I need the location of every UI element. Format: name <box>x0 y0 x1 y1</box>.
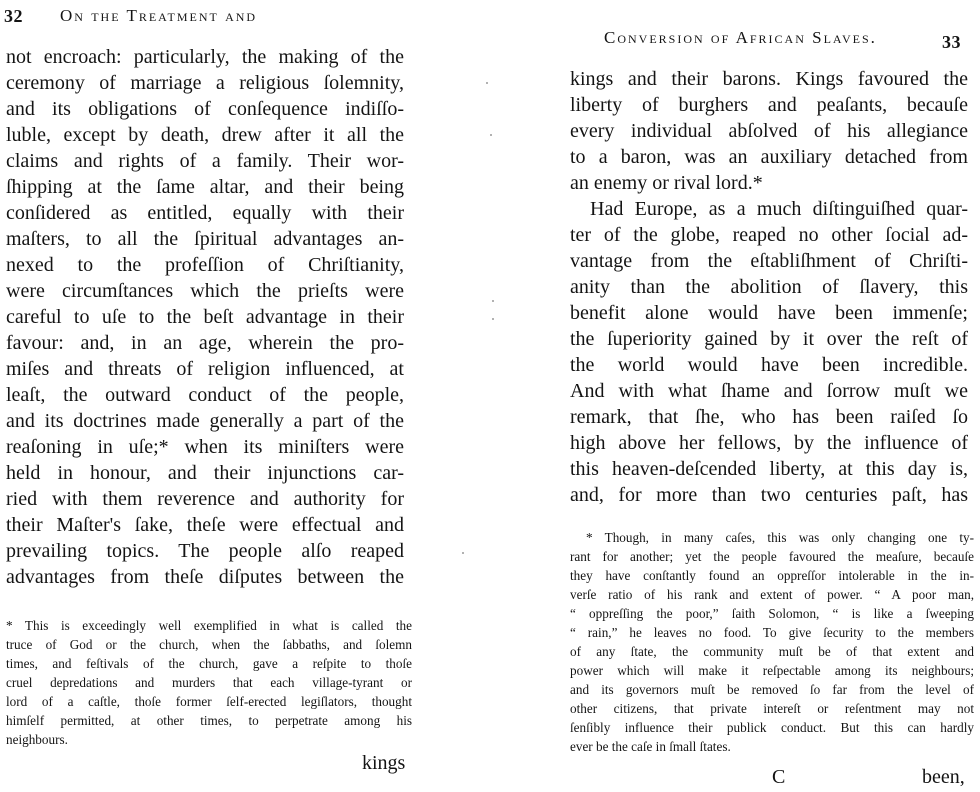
footnote-line: “ oppreſſing the poor,” ſaith Solomon, “ is like a ſweeping <box>570 606 974 621</box>
right-page <box>500 0 980 792</box>
body-line: every individual abſolved of his allegiance <box>570 120 968 142</box>
body-line: an enemy or rival lord.* <box>570 172 763 194</box>
footnote-line: ever be the caſe in ſmall ſtates. <box>570 739 731 754</box>
footnote-line: cruel depredations and murders that each village-tyrant or <box>6 675 412 690</box>
footnote-line: “ rain,” he leaves no food. To give ſecurity to the members <box>570 625 974 640</box>
footnote-line: rant for another; yet the people favoured the meaſure, becauſe <box>570 549 974 564</box>
body-line: not encroach: particularly, the making of the <box>6 46 404 68</box>
scan-speck <box>462 552 464 554</box>
footnote-line: truce of God or the church, when the ſabbaths, and ſolemn <box>6 637 412 652</box>
scan-speck <box>492 318 494 320</box>
body-line: maſters, to all the ſpiritual advantages an- <box>6 228 404 250</box>
footnote-line: * Though, in many caſes, this was only changing one ty- <box>586 530 974 545</box>
body-line: and its obligations of conſequence indiſſo- <box>6 98 404 120</box>
body-line: ter of the globe, reaped no other ſocial ad- <box>570 224 968 246</box>
footnote-line: times, and feſtivals of the church, gave a reſpite to thoſe <box>6 656 412 671</box>
body-line: reaſoning in uſe;* when its miniſters were <box>6 436 404 458</box>
left-page-number: 32 <box>4 6 23 26</box>
right-catchword: been, <box>922 766 965 788</box>
right-running-title: Conversion of African Slaves. <box>604 28 877 47</box>
body-line: were circumſtances which the prieſts were <box>6 280 404 302</box>
body-line: claims and rights of a family. Their wor- <box>6 150 404 172</box>
body-line: And with what ſhame and ſorrow muſt we <box>570 380 968 402</box>
body-line: the world would have been incredible. <box>570 354 968 376</box>
body-line: to a baron, was an auxiliary detached from <box>570 146 968 168</box>
left-page <box>0 0 480 792</box>
scan-speck <box>490 134 492 136</box>
body-line: their Maſter's ſake, theſe were effectual and <box>6 514 404 536</box>
right-page-number: 33 <box>942 32 961 52</box>
body-line: ſhipping at the ſame altar, and their being <box>6 176 404 198</box>
footnote-line: himſelf permitted, at other times, to perpetrate among his <box>6 713 412 728</box>
body-line: favour: and, in an age, wherein the pro- <box>6 332 404 354</box>
footnote-line: lord of a caſtle, thoſe former ſelf-erected legiſlators, thought <box>6 694 412 709</box>
signature-mark: C <box>772 766 786 788</box>
body-line: held in honour, and their injunctions car- <box>6 462 404 484</box>
body-line: high above her fellows, by the influence of <box>570 432 968 454</box>
footnote-line: other citizens, that private intereſt or reſentment may not <box>570 701 974 716</box>
footnote-line: verſe ratio of his rank and extent of power. “ A poor man, <box>570 587 974 602</box>
body-line: vantage from the eſtabliſhment of Chriſti- <box>570 250 968 272</box>
body-line: prevailing topics. The people alſo reaped <box>6 540 404 562</box>
body-line: remark, that ſhe, who has been raiſed ſo <box>570 406 968 428</box>
body-line: nexed to the profeſſion of Chriſtianity, <box>6 254 404 276</box>
footnote-line: * This is exceedingly well exemplified in what is called the <box>6 618 412 633</box>
body-line: miſes and threats of religion influenced, at <box>6 358 404 380</box>
footnote-line: ſenſibly influence their publick conduct. But this can hardly <box>570 720 974 735</box>
left-catchword: kings <box>362 752 406 774</box>
footnote-line: and its governors muſt be removed ſo far from the level of <box>570 682 974 697</box>
footnote-line: power which will make it reſpectable among its neighbours; <box>570 663 974 678</box>
paragraph-start-line: Had Europe, as a much diſtinguiſhed quar- <box>590 198 968 220</box>
body-line: ceremony of marriage a religious ſolemnity, <box>6 72 404 94</box>
body-line: conſidered as entitled, equally with their <box>6 202 404 224</box>
body-line: anity than the abolition of ſlavery, this <box>570 276 968 298</box>
body-line: liberty of burghers and peaſants, becauſe <box>570 94 968 116</box>
body-line: and its doctrines made generally a part of the <box>6 410 404 432</box>
scan-speck <box>486 82 488 84</box>
footnote-line: of any ſtate, the community muſt be of that extent and <box>570 644 974 659</box>
body-line: luble, except by death, drew after it all the <box>6 124 404 146</box>
body-line: this heaven-deſcended liberty, at this day is, <box>570 458 968 480</box>
body-line: ried with them reverence and authority for <box>6 488 404 510</box>
body-line: the ſuperiority gained by it over the reſt of <box>570 328 968 350</box>
body-line: kings and their barons. Kings favoured the <box>570 68 968 90</box>
left-running-title: On the Treatment and <box>60 6 258 25</box>
footnote-line: they have conſtantly found an oppreſſor intolerable in the in- <box>570 568 974 583</box>
footnote-line: neighbours. <box>6 732 68 747</box>
body-line: careful to uſe to the beſt advantage in their <box>6 306 404 328</box>
body-line: benefit alone would have been immenſe; <box>570 302 968 324</box>
body-line: advantages from theſe diſputes between the <box>6 566 404 588</box>
body-line: leaſt, the outward conduct of the people, <box>6 384 404 406</box>
scan-speck <box>492 300 494 302</box>
body-line: and, for more than two centuries paſt, has <box>570 484 968 506</box>
